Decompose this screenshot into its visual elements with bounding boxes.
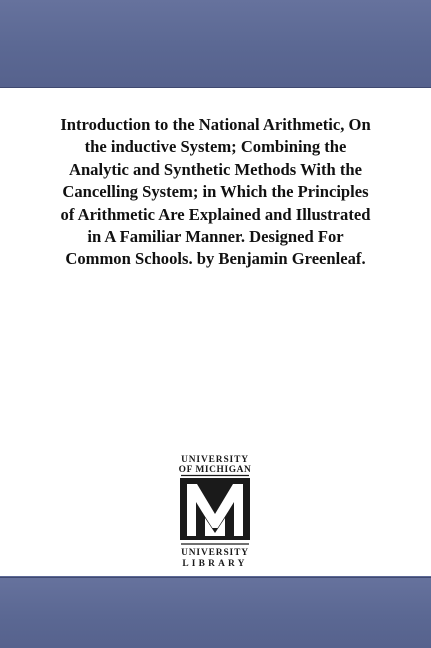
logo-text-of-michigan: OF MICHIGAN [178, 465, 252, 475]
logo-text-library: LIBRARY [182, 559, 248, 569]
university-of-michigan-library-logo [177, 452, 253, 570]
book-title: Introduction to the National Arithmetic, On the inductive System; Combining the Analytic and Synthetic Methods With the Cancelling System; in Which the Principles of Arithmetic Are Explained and Illustrated in A Familiar Manner. Designed For Common Schools. by Benjamin Greenleaf. [60, 115, 371, 269]
book-m-emblem-icon [180, 478, 250, 540]
logo-text-university-bottom: UNIVERSITY [181, 548, 249, 558]
cover-top-band [0, 0, 431, 88]
logo-text-university-top: UNIVERSITY [181, 455, 249, 465]
cover-bottom-band [0, 577, 431, 648]
